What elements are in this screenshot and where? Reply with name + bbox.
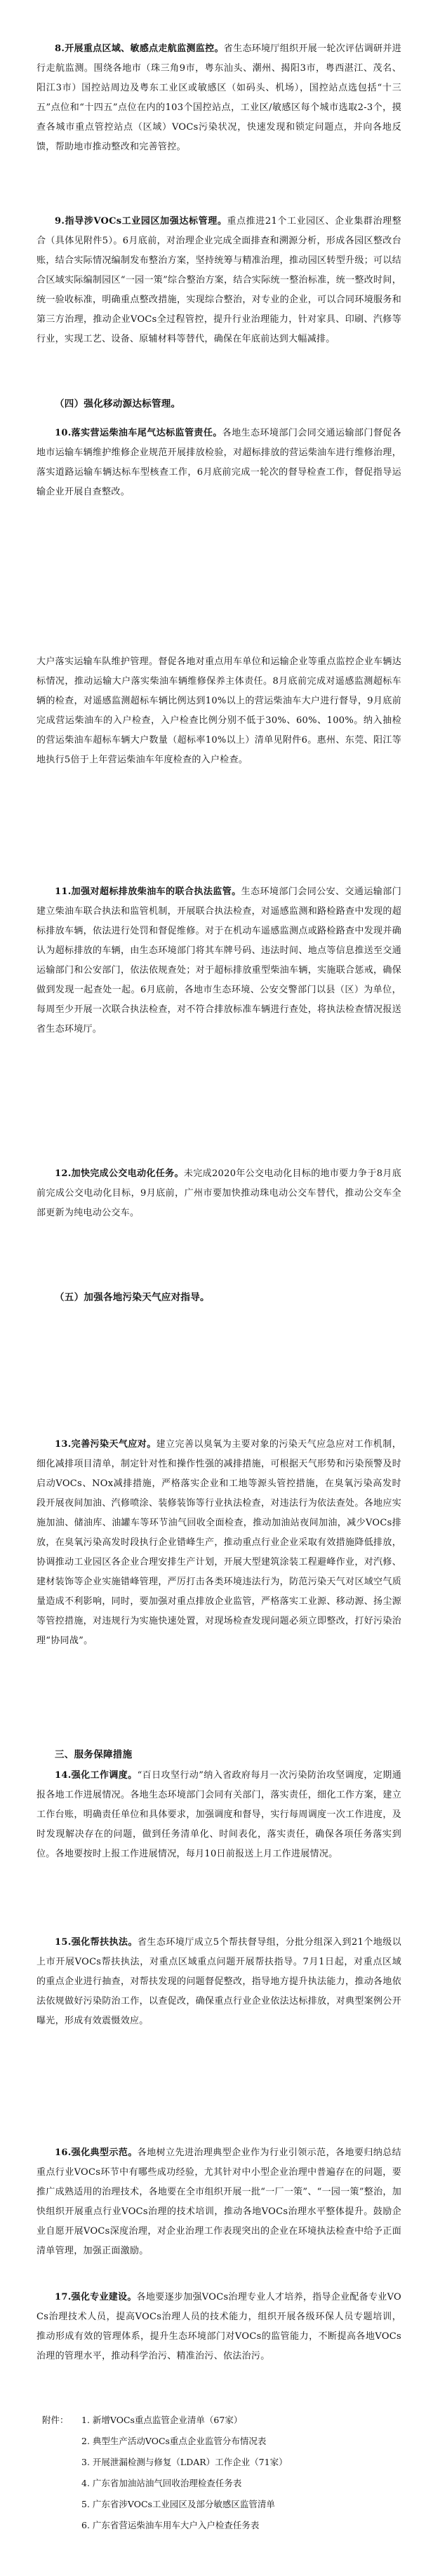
paragraph-number: 12. [55,1168,72,1179]
section-heading-4 [36,394,401,414]
paragraph-heading: 指导涉VOCs工业园区加强达标管理。 [65,216,227,227]
paragraph-heading: 落实营运柴油车尾气达标监管责任。 [71,428,222,438]
section-heading: 三、服务保障措施 [55,1749,133,1760]
paragraph-8 [36,39,401,157]
paragraph-heading: 强化典型示范。 [71,2147,138,2158]
paragraph-heading: 加强对超标排放柴油车的联合执法监管。 [71,886,241,897]
paragraph-body: 重点推进21个工业园区、企业集群治理整合（具体见附件5）。6月底前，对治理企业完成全面排查和溯源分析，形成各园区整改台账，结合实际情况编制发布整治方案，坚持统筹与精准治理，推动园区转型升级；可以结合区域实际编制园区“一园一策”综合整治方案，结合实际统一整治标准，统一整改时间，统一验收标准，明确重点整改措施，实现综合整治，对专业的企业，可以合同环境服务和第三方治理，推动企业VOCs全过程管控，提升行业治理能力，针对家具、印刷、汽修等行业，实现工艺、设备、原辅材料等替代，确保在年底前达到大幅减排。 [36,216,402,344]
paragraph-10 [36,424,401,502]
paragraph-heading: 开展重点区域、敏感点走航监测监控。 [65,43,224,54]
paragraph-13 [36,1435,401,1651]
attachment-text: 4. 广东省加油站油气回收治理检查任务表 [81,2478,242,2488]
paragraph-heading: 强化专业建设。 [71,2292,137,2302]
paragraph-number: 8. [55,43,65,54]
attachment-item [36,2473,401,2494]
attachment-text: 3. 开展泄漏检测与修复（LDAR）工作企业（71家） [81,2457,288,2467]
paragraph-17 [36,2288,401,2366]
paragraph-heading: 强化帮扶执法。 [71,1937,138,1948]
paragraph-body: 各地树立先进治理典型企业作为行业引领示范，各地要归纳总结重点行业VOCs环节中有哪些成功经验，尤其针对中小型企业治理中普遍存在的问题，要推广成熟适用的治理技术，各地要在全市组织开展一批“一厂一策”、“一园一策”整治，加快组织开展重点行业VOCs治理的技术培训，推动各地VOCs治理水平整体提升。鼓励企业自愿开展VOCs深度治理，对企业治理工作表现突出的企业在环境执法检查中给予正面清单管理，加强正面激励。 [36,2147,401,2256]
paragraph-body: 各地要逐步加强VOCs治理专业人才培养，指导企业配备专业VOCs治理技术人员，提高VOCs治理人员的技术能力，组织开展各级环保人员专题培训，推动形成有效的管理体系，提升生态环境部门对VOCs的监管能力，不断提高各地VOCs治理的管理水平，推动科学治污、精准治污、依法治污。 [36,2292,401,2361]
section-heading-service [36,1745,401,1765]
attachment-lead: 附件： [42,2415,69,2425]
section-heading: （四）强化移动源达标管理。 [55,398,181,410]
attachment-item [36,2494,401,2515]
attachment-item [36,2452,401,2473]
paragraph-number: 14. [55,1770,72,1781]
paragraph-10-continued [36,652,401,770]
paragraph-number: 9. [55,216,65,227]
paragraph-body: 生态环境部门会同公安、交通运输部门建立柴油车联合执法和监管机制，开展联合执法检查，对遥感监测和路检路查中发现的超标排放车辆，依法进行处罚和督促维修。对于在机动车遥感监测点或路检路查中发现并确认为超标排放的车辆，由生态环境部门将其车牌号码、违法时间、地点等信息推送至交通运输部门和公安部门，依法依规查处；对于超标排放重型柴油车辆，实施联合惩戒，确保做到发现一起查处一起。6月底前，各地市生态环境、公安交警部门以县（区）为单位，每周至少开展一次联合执法检查，对不符合排放标准车辆进行查处，将执法检查情况报送省生态环境厅。 [36,886,401,1034]
paragraph-body: 各地生态环境部门会同交通运输部门督促各地市运输车辆维护维修企业规范开展排放检验，对超标排放的营运柴油车进行维修治理，落实道路运输车辆达标车型核查工作，6月底前完成一轮次的督导检查工作，督促指导运输企业开展自查整改。 [36,428,401,497]
attachment-item [36,2410,401,2431]
paragraph-number: 15. [55,1937,72,1948]
attachment-text: 5. 广东省涉VOCs工业园区及部分敏感区监管清单 [81,2499,275,2509]
paragraph-16 [36,2143,401,2261]
attachment-text: 1. 新增VOCs重点监管企业清单（67家） [81,2415,243,2425]
paragraph-body: 大户落实运输车队维护管理。督促各地对重点用车单位和运输企业等重点监控企业车辆达标情况，推动运输大户落实柴油车辆维修保养主体责任。8月底前完成对遥感监测超标车辆的检查，对遥感监测超标车辆比例达到10%以上的营运柴油车大户进行督导，9月底前完成营运柴油车的入户检查，入户检查比例分别不低于30%、60%、100%。纳入抽检的营运柴油车超标车辆大户数量（超标率10%以上）清单见附件6。惠州、东莞、阳江等地执行5倍于上年营运柴油车年度检查的入户检查。 [36,656,401,765]
paragraph-number: 13. [55,1439,72,1450]
attachment-text: 6. 广东省营运柴油车用车大户入户检查任务表 [81,2520,260,2530]
paragraph-number: 16. [55,2147,72,2158]
paragraph-body: 省生态环境厅组织开展一轮次评估调研并进行走航监测。围绕各地市（珠三角9市，粤东汕头、潮州、揭阳3市，粤西湛江、茂名、阳江3市）国控站周边及粤东工业区或敏感区（如码头、机场），国控站点选包括“十三五”点位和“十四五”点位在内的103个国控站点，工业区/敏感区每个城市选取2-3个，摸查各城市重点管控站点（区域）VOCs污染状况，快速发现和锁定问题点，并向各地反馈，帮助地市推动整改和完善管控。 [36,43,401,152]
paragraph-body: “百日攻坚行动”纳入省政府每月一次污染防治攻坚调度，定期通报各地工作进展情况。各地生态环境部门会同有关部门，落实责任，细化工作方案，建立工作台账，明确责任单位和具体要求，加强调度和督导，实行每周调度一次工作进度，及时发现解决存在的问题，做到任务清单化、时间表化，落实责任，确保各项任务落实到位。各地要按时上报工作进展情况，每月10日前报送上月工作进展情况。 [36,1770,401,1859]
paragraph-body: 建立完善以臭氧为主要对象的污染天气应急应对工作机制，细化减排项目清单，制定针对性和操作性强的减排措施，可根据天气形势和污染预警及时启动VOCs、NOx减排措施，严格落实企业和工地等源头管控措施，在臭氧污染高发时段开展夜间加油、汽修喷涂、装修装饰等行业执法检查，对违法行为依法查处。各地应实施加油、储油库、油罐车等环节油气回收全面检查，推动加油站夜间加油，减少VOCs排放，在臭氧污染高发时段执行企业错峰生产，推动重点行业企业采取有效措施降低排放，协调推动工业园区各企业合理安排生产计划，开展大型建筑涂装工程避峰作业，对汽修、建材装饰等企业实施错峰管理，严厉打击各类环境违法行为，防范污染天气对区域空气质量造成不利影响，同时，要加强对重点排放企业监管，严格落实工业源、移动源、扬尘源等管控措施，对违规行为实施快速处置，对现场检查发现问题必须立即整改，打好污染治理“协同战”。 [36,1439,401,1646]
attachment-item [36,2515,401,2536]
paragraph-heading: 加快完成公交电动化任务。 [71,1168,184,1179]
section-heading: （五）加强各地污染天气应对指导。 [55,1292,210,1303]
attachment-text: 2. 典型生产活动VOCs重点企业监管分布情况表 [81,2436,267,2446]
attachment-list [36,2410,401,2536]
paragraph-14 [36,1766,401,1864]
paragraph-11 [36,882,401,1039]
section-heading-5 [36,1288,401,1307]
paragraph-number: 11. [55,886,72,897]
paragraph-heading: 强化工作调度。 [71,1770,138,1781]
paragraph-heading: 完善污染天气应对。 [71,1439,156,1450]
paragraph-number: 17. [55,2292,72,2302]
paragraph-15 [36,1933,401,2031]
paragraph-12 [36,1164,401,1223]
paragraph-9 [36,212,401,349]
attachment-item [36,2431,401,2452]
paragraph-body: 省生态环境厅成立5个帮扶督导组，分批分组深入到21个地级以上市开展VOCs帮扶执法，对重点区域重点问题开展帮扶指导。7月1日起，对重点区域的重点企业进行抽查，对帮扶发现的问题督促整改，指导地方提升执法能力，推动各地依法依规做好污染防治工作，以查促改，确保重点行业企业依法达标排放，对典型案例公开曝光，形成有效震慑效应。 [36,1937,401,2026]
paragraph-body: 未完成2020年公交电动化目标的地市要力争于8月底前完成公交电动化目标，9月底前，广州市要加快推动珠电动公交车替代，推动公交车全部更新为纯电动公交车。 [36,1168,401,1218]
paragraph-number: 10. [55,428,72,438]
